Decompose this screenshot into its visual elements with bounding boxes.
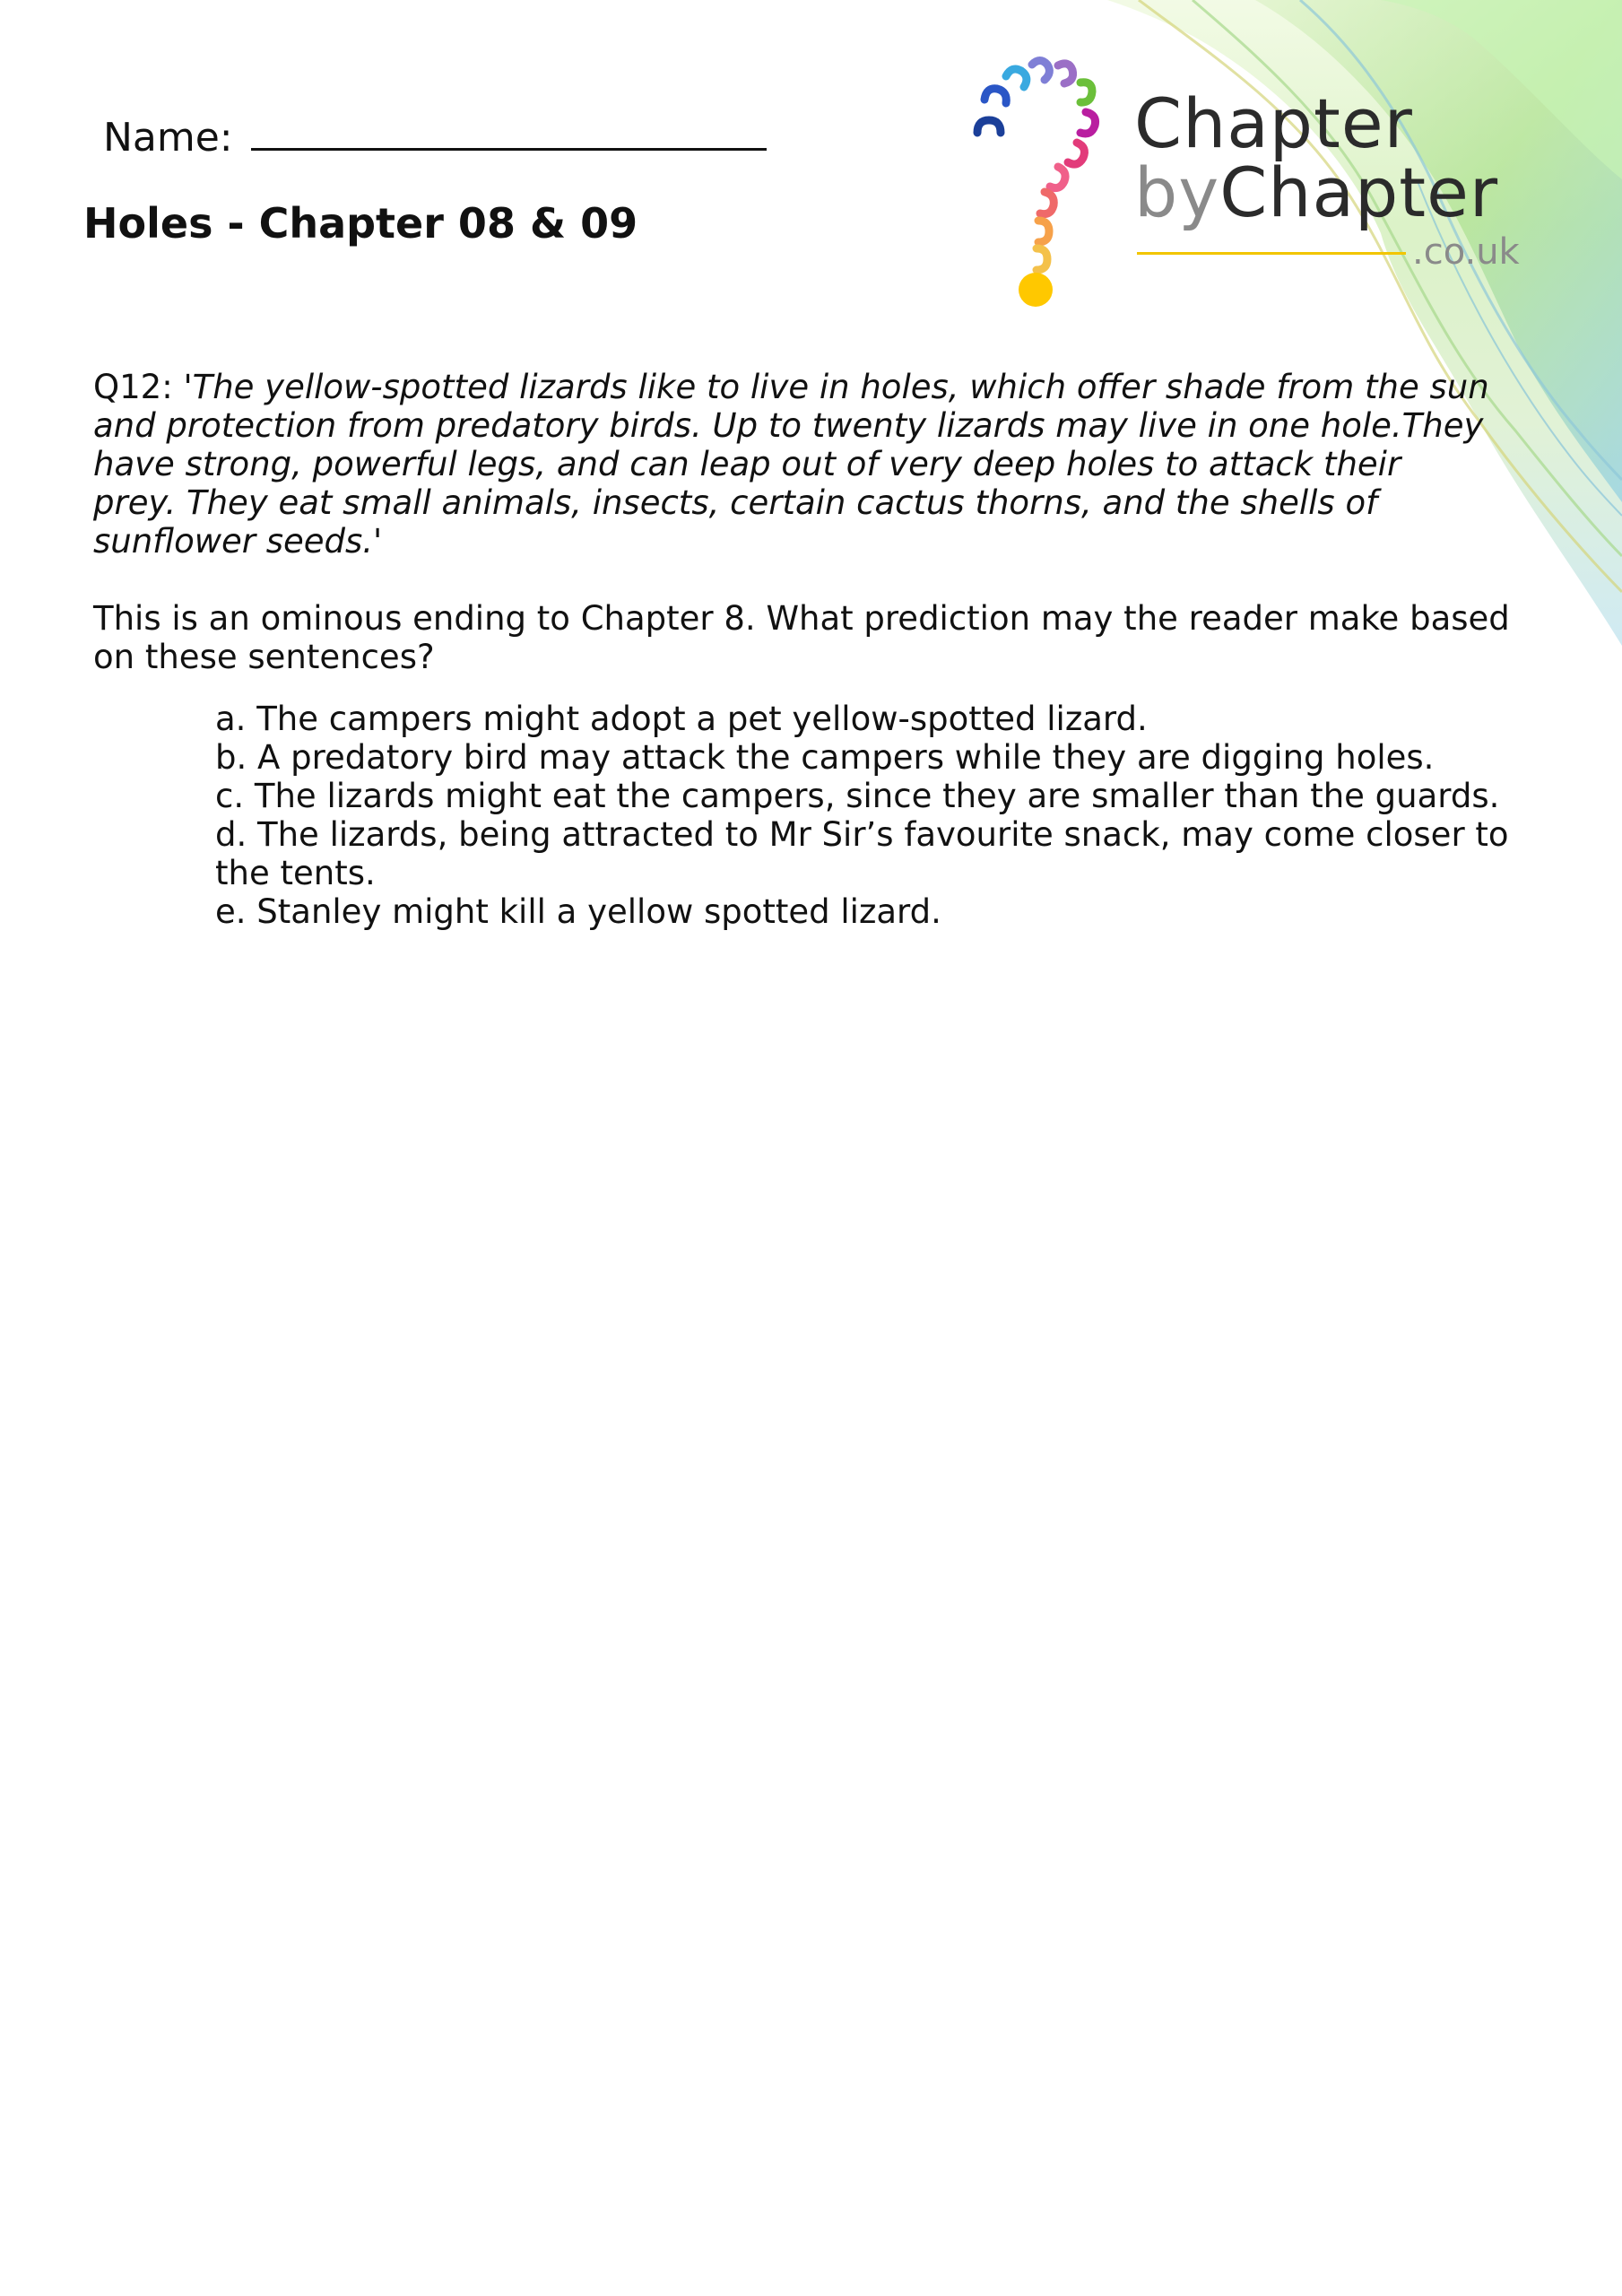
worksheet-title: Holes - Chapter 08 & 09	[83, 199, 638, 248]
logo-wordmark	[1134, 83, 1499, 232]
question-label: Q12:	[93, 368, 173, 406]
logo-chapter: Chapter	[1219, 152, 1499, 232]
logo-by: by	[1134, 152, 1220, 232]
name-row	[103, 115, 767, 161]
logo-line-chapter: Chapter	[1134, 83, 1413, 163]
answer-option-e: e. Stanley might kill a yellow spotted lizard.	[215, 892, 941, 931]
answer-option-a: a. The campers might adopt a pet yellow-spotted lizard.	[215, 700, 1148, 738]
question-mark-books-icon	[968, 49, 1130, 318]
name-line	[251, 116, 767, 151]
answer-option-b: b. A predatory bird may attack the campers while they are digging holes.	[215, 738, 1435, 777]
answer-options	[215, 700, 1542, 931]
answer-option-c: c. The lizards might eat the campers, since they are smaller than the guards.	[215, 777, 1500, 815]
question-quote: 'The yellow-spotted lizards like to live in holes, which offer shade from the sun and protection from predatory birds. Up to twenty lizards may live in one hole.They have strong, powerful legs, and can leap out of very deep holes to attack their prey. They eat small animals, insects, certain cactus thorns, and the shells of sunflower seeds.'	[93, 368, 1489, 561]
answer-option-d: d. The lizards, being attracted to Mr Sir’s favourite snack, may come closer to the tents.	[215, 815, 1509, 892]
name-label: Name:	[103, 115, 233, 161]
logo-line-bychapter	[1134, 152, 1499, 232]
question-quote-block	[93, 368, 1492, 561]
logo-underline	[1137, 252, 1406, 255]
question-prompt: This is an ominous ending to Chapter 8. What prediction may the reader make based on these sentences?	[93, 599, 1510, 676]
logo-domain-suffix: .co.uk	[1412, 231, 1520, 273]
chapter-by-chapter-logo	[968, 49, 1542, 318]
